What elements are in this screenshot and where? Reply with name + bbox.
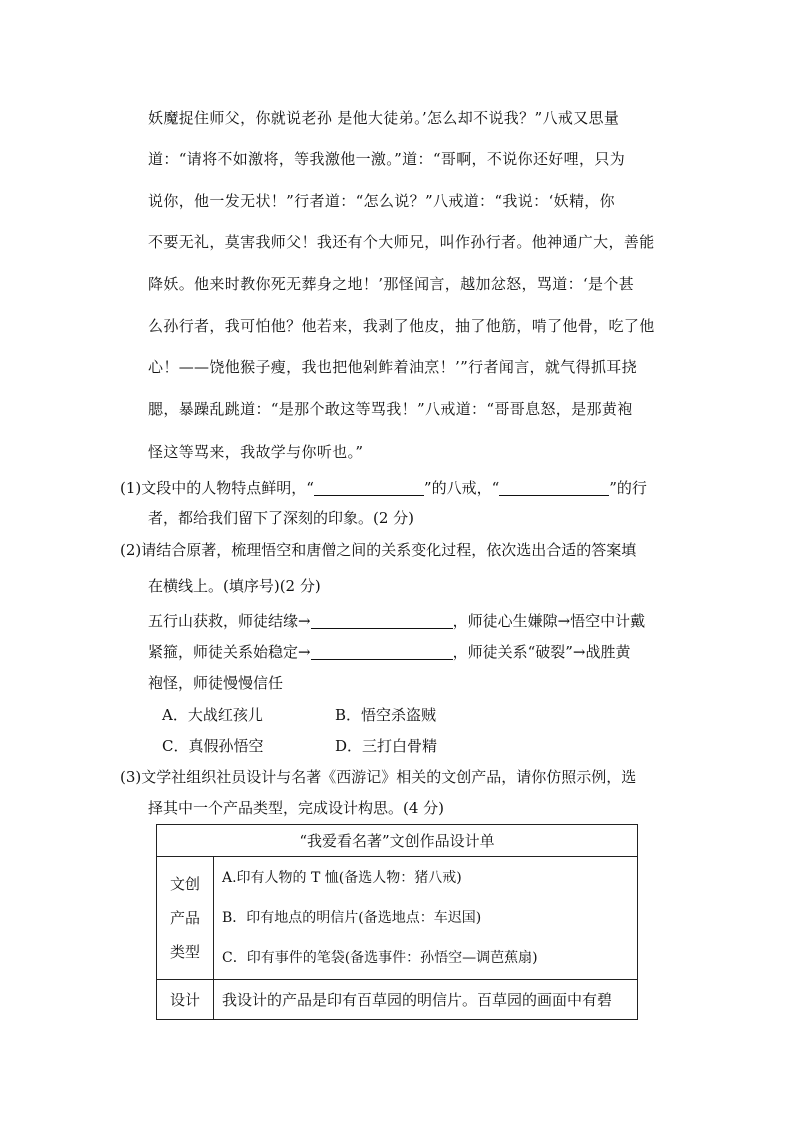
- type-option-a: A.印有人物的 T 恤(备选人物：猪八戒): [222, 870, 462, 886]
- q1-blank-2[interactable]: [499, 479, 609, 496]
- type-header-cell: [157, 857, 214, 980]
- q1-line-2: 者，都给我们留下了深刻的印象。(2 分): [148, 509, 415, 527]
- q1-text: ”的八戒，“: [423, 479, 500, 497]
- type-header-line: 类型: [169, 943, 200, 961]
- type-header-line: 产品: [169, 909, 200, 927]
- q2-flow-text: ，师徒心生嫌隙→悟空中计戴: [452, 612, 646, 630]
- design-header-cell: 设计: [157, 980, 214, 1020]
- design-answer-cell[interactable]: 我设计的产品是印有百草园的明信片。百草园的画面中有碧: [214, 980, 638, 1020]
- q2-line-2: 在横线上。(填序号)(2 分): [148, 577, 321, 595]
- q1-blank-1[interactable]: [314, 479, 424, 496]
- design-form-table: [156, 824, 638, 1020]
- q3-line-2: 择其中一个产品类型，完成设计构思。(4 分): [148, 799, 445, 817]
- passage-line: 不要无礼，莫害我师父！我还有个大师兄，叫作孙行者。他神通广大，善能: [148, 233, 655, 251]
- type-option-b: B．印有地点的明信片(备选地点：车迟国): [222, 910, 482, 926]
- q2-flow-line-1: [148, 609, 678, 633]
- passage-line: 妖魔捉住师父，你就说老孙 是他大徒弟。’怎么却不说我？”八戒又思量: [148, 109, 620, 127]
- type-options-cell: [214, 857, 638, 980]
- q2-flow-line-2: [148, 640, 678, 664]
- q2-line-1: (2)请结合原著，梳理悟空和唐僧之间的关系变化过程，依次选出合适的答案填: [120, 541, 637, 559]
- q2-flow-text: 五行山获救，师徒结缘→: [148, 612, 311, 630]
- q2-flow-line-3: 袍怪，师徒慢慢信任: [148, 674, 284, 692]
- q2-flow-text: 紧箍，师徒关系始稳定→: [148, 643, 311, 661]
- q2-option-a: A．大战红孩儿: [162, 706, 263, 724]
- q2-option-d: D．三打白骨精: [335, 737, 438, 755]
- passage-line: 怪这等骂来，我故学与你听也。”: [148, 443, 364, 461]
- passage-line: 么孙行者，我可怕他？他若来，我剥了他皮，抽了他筋，啃了他骨，吃了他: [148, 317, 655, 335]
- passage-line: 说你，他一发无状！”行者道：“怎么说？”八戒道：“我说：‘妖精，你: [148, 192, 615, 210]
- q1-line-1: [120, 476, 680, 500]
- design-form-title: “我爱看名著”文创作品设计单: [157, 825, 638, 857]
- q3-line-1: (3)文学社组织社员设计与名著《西游记》相关的文创产品，请你仿照示例，选: [120, 768, 637, 786]
- q2-option-b: B．悟空杀盗贼: [335, 706, 437, 724]
- passage-line: 腮，暴躁乱跳道：“是那个敢这等骂我！”八戒道：“哥哥息怒，是那黄袍: [148, 400, 633, 418]
- q1-text: ”的行: [609, 479, 647, 497]
- q2-blank-1[interactable]: [311, 612, 453, 629]
- type-option-c: C．印有事件的笔袋(备选事件：孙悟空—调芭蕉扇): [222, 950, 538, 966]
- q2-flow-text: ，师徒关系“破裂”→战胜黄: [452, 643, 631, 661]
- passage-line: 心！——饶他猴子瘦，我也把他剁鲊着油烹！’”行者闻言，就气得抓耳挠: [148, 358, 637, 376]
- q1-text: (1)文段中的人物特点鲜明，“: [120, 479, 314, 497]
- q2-option-c: C．真假孙悟空: [162, 737, 264, 755]
- passage-line: 降妖。他来时教你死无葬身之地！’那怪闻言，越加忿怒，骂道：‘是个甚: [148, 275, 635, 293]
- passage-line: 道：“请将不如激将，等我激他一激。”道：“哥啊，不说你还好哩，只为: [148, 150, 626, 168]
- q2-blank-2[interactable]: [311, 643, 453, 660]
- type-header-line: 文创: [169, 875, 200, 893]
